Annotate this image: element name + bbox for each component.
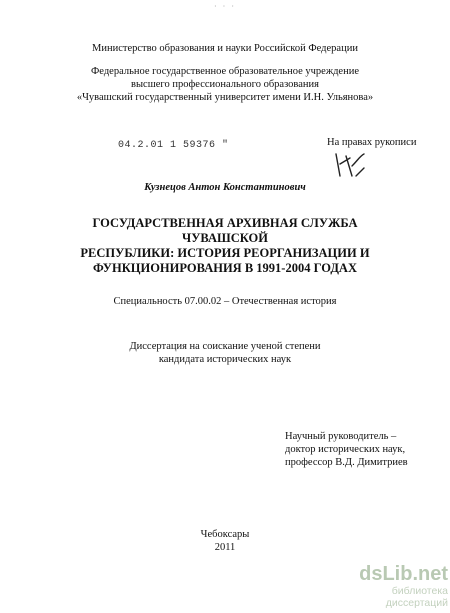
signature-mark [330,150,370,180]
watermark-brand: dsLib.net [359,563,448,585]
scan-artifact-dots: · · · [214,2,236,11]
site-watermark [340,563,448,609]
watermark-subtitle: библиотека диссертаций [385,585,448,609]
archive-stamp: 04.2.01 1 59376 " [118,140,229,151]
author-name: Кузнецов Антон Константинович [144,182,306,193]
degree-statement [0,340,450,366]
institution-line: Федеральное государственное образовательное учреждение [91,66,359,77]
advisor-line: Научный руководитель – [285,431,397,442]
city: Чебоксары [200,529,250,540]
title-line: РЕСПУБЛИКИ: ИСТОРИЯ РЕОРГАНИЗАЦИИ И [80,246,370,260]
city-year [0,528,450,554]
degree-line: кандидата исторических наук [158,354,292,365]
institution-block [0,65,450,104]
title-line: ФУНКЦИОНИРОВАНИЯ В 1991-2004 ГОДАХ [93,261,357,275]
advisor-line: профессор В.Д. Димитриев [285,457,408,468]
specialty: Специальность 07.00.02 – Отечественная история [113,296,337,307]
dissertation-title [48,216,402,276]
rights-note: На правах рукописи [327,137,417,148]
ministry-name: Министерство образования и науки Российской Федерации [92,43,358,54]
institution-line: высшего профессионального образования [131,79,319,90]
advisor-line: доктор исторических наук, [285,444,406,455]
title-line: ГОСУДАРСТВЕННАЯ АРХИВНАЯ СЛУЖБА ЧУВАШСКОЙ [92,216,358,245]
scientific-advisor [285,430,408,469]
degree-line: Диссертация на соискание ученой степени [129,341,321,352]
year: 2011 [214,542,236,553]
institution-line: «Чувашский государственный университет имени И.Н. Ульянова» [76,92,374,103]
